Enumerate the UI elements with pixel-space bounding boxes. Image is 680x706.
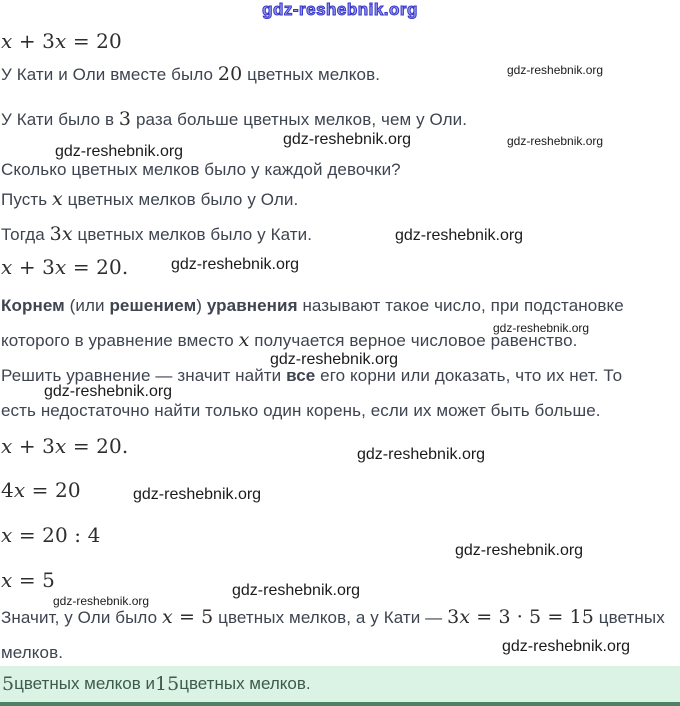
text-segment: цветных мелков было у Кати.: [72, 225, 313, 244]
text-segment: цветных мелков было у Оли.: [62, 190, 299, 209]
conclusion-2: [1, 642, 63, 663]
watermark: gdz-reshebnik.org: [232, 582, 361, 599]
text-segment: У Кати и Оли вместе было: [1, 65, 218, 84]
text-segment: ): [196, 296, 207, 315]
text-segment: 4: [1, 478, 14, 502]
text-segment: Пусть: [1, 190, 52, 209]
text-segment: =: [12, 568, 43, 592]
watermark: gdz-reshebnik.org: [357, 446, 486, 463]
text-segment: называют такое число, при подстановке: [297, 296, 624, 315]
equation-initial: [1, 31, 122, 53]
solve-step-1: [1, 436, 128, 458]
text-segment: x: [13, 478, 26, 502]
text-segment: 5: [2, 673, 15, 695]
text-segment: Тогда: [1, 225, 50, 244]
text-segment: 3 · 5: [498, 606, 542, 628]
text-segment: x: [238, 329, 250, 351]
text-segment: 5: [42, 568, 55, 592]
watermark: gdz-reshebnik.org: [507, 134, 604, 148]
watermark: gdz-reshebnik.org: [133, 486, 262, 503]
solve-step-4: [1, 570, 55, 592]
text-segment: цветных мелков.: [242, 65, 381, 84]
text-segment: 15: [155, 673, 180, 695]
text-segment: 3: [49, 223, 62, 245]
text-segment: Решить уравнение — значит найти: [1, 366, 287, 385]
watermark: gdz-reshebnik.org: [53, 594, 150, 608]
text-segment: =: [12, 523, 43, 547]
definition-root-2: [1, 330, 577, 351]
solve-step-3: [1, 525, 100, 547]
text-segment: =: [25, 478, 55, 502]
text-segment: получается верное числовое равенство.: [249, 331, 578, 350]
text-segment: цветных мелков и: [14, 674, 156, 693]
text-segment: 20 : 4: [42, 523, 101, 547]
watermark: gdz-reshebnik.org: [502, 638, 631, 655]
definition-root-1: [1, 295, 624, 316]
text-segment: цветных: [593, 608, 665, 627]
watermark: gdz-reshebnik.org: [171, 256, 300, 273]
text-segment: цветных мелков.: [179, 674, 311, 693]
text-segment: =: [541, 606, 570, 628]
text-segment: 3: [42, 255, 55, 279]
definition-solve-2: [1, 400, 601, 421]
text-segment: все: [286, 366, 316, 385]
equation-setup: [1, 257, 128, 279]
text-segment: (или: [64, 296, 110, 315]
then-statement: [1, 224, 312, 245]
text-segment: x: [55, 434, 67, 458]
answer-highlight: [0, 666, 680, 706]
text-segment: +: [12, 29, 43, 53]
text-segment: x: [1, 523, 13, 547]
watermark: gdz-reshebnik.org: [493, 321, 590, 335]
watermark: gdz-reshebnik.org: [507, 63, 604, 77]
solve-step-2: [1, 480, 81, 502]
text-segment: 20.: [96, 255, 129, 279]
text-segment: =: [66, 434, 97, 458]
watermark: gdz-reshebnik.org: [270, 351, 399, 368]
text-segment: =: [172, 606, 202, 628]
text-segment: x: [1, 568, 13, 592]
text-segment: =: [66, 255, 97, 279]
text-segment: 3: [447, 606, 460, 628]
text-segment: 20.: [96, 434, 129, 458]
text-segment: x: [55, 255, 67, 279]
text-segment: x: [459, 606, 471, 628]
text-segment: его корни или доказать, что их нет. То: [315, 366, 623, 385]
text-segment: +: [12, 434, 43, 458]
statement-question: [1, 159, 401, 180]
watermark: gdz-reshebnik.org: [283, 131, 412, 148]
text-segment: раза больше цветных мелков, чем у Оли.: [131, 110, 468, 129]
text-segment: x: [55, 29, 67, 53]
text-segment: =: [470, 606, 499, 628]
definition-solve-1: [1, 365, 622, 386]
text-segment: 3: [42, 434, 55, 458]
text-segment: 15: [569, 606, 594, 628]
text-segment: x: [1, 29, 13, 53]
watermark: gdz-reshebnik.org: [44, 383, 173, 400]
text-segment: Сколько цветных мелков было у каждой девочки?: [1, 160, 401, 179]
text-segment: x: [1, 434, 13, 458]
let-statement: [1, 189, 298, 210]
text-segment: x: [52, 188, 63, 210]
watermark: gdz-reshebnik.org: [395, 227, 524, 244]
text-segment: 5: [201, 606, 214, 628]
text-segment: x: [61, 223, 73, 245]
text-segment: 20: [217, 63, 243, 85]
watermark: gdz-reshebnik.org: [55, 143, 184, 160]
watermark-header: gdz-reshebnik.org: [262, 0, 418, 19]
text-segment: мелков.: [1, 643, 64, 662]
text-segment: +: [12, 255, 43, 279]
text-segment: решением: [109, 296, 197, 315]
text-segment: 3: [118, 108, 132, 130]
text-segment: У Кати было в: [1, 110, 119, 129]
text-segment: которого в уравнение вместо: [1, 331, 239, 350]
text-segment: Корнем: [1, 296, 65, 315]
statement-total: [1, 64, 380, 85]
text-segment: цветных мелков, а у Кати —: [213, 608, 448, 627]
watermark: gdz-reshebnik.org: [455, 542, 584, 559]
text-segment: 3: [42, 29, 55, 53]
text-segment: есть недостаточно найти только один корень, если их может быть больше.: [1, 401, 601, 420]
text-segment: 20: [55, 478, 81, 502]
text-segment: Значит, у Оли было: [1, 608, 162, 627]
text-segment: x: [161, 606, 173, 628]
text-segment: =: [66, 29, 97, 53]
statement-ratio: [1, 109, 467, 130]
text-segment: x: [1, 255, 13, 279]
text-segment: уравнения: [206, 296, 298, 315]
conclusion-1: [1, 607, 665, 628]
text-segment: 20: [96, 29, 122, 53]
